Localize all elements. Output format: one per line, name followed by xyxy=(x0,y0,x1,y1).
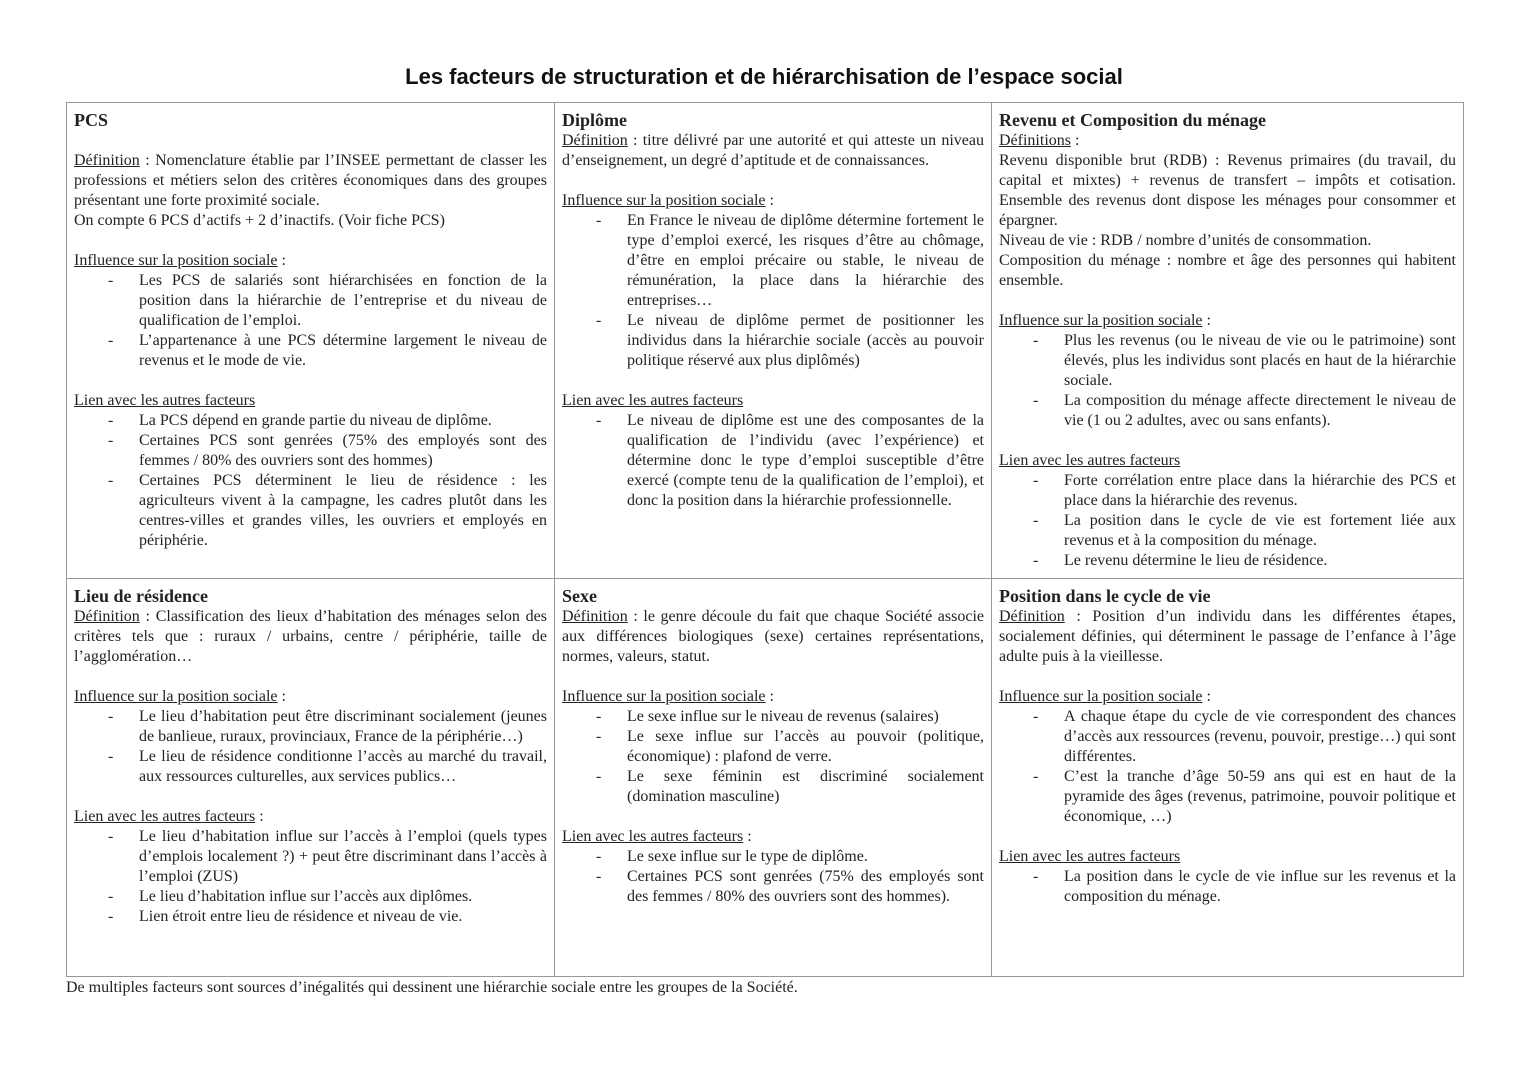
definition-label: Définition xyxy=(562,608,628,625)
definition-text: : le genre découle du fait que chaque Société associe aux différences biologiques (sexe) certaines représentations, normes, valeurs, statut. xyxy=(562,608,984,665)
influence-list xyxy=(999,331,1456,431)
influence-heading: Influence sur la position sociale : xyxy=(74,252,286,269)
influence-heading: Influence sur la position sociale : xyxy=(999,688,1211,705)
influence-list xyxy=(74,707,547,787)
list-item: - Le lieu d’habitation peut être discriminant socialement (jeunes de banlieue, ruraux, provinciaux, France de la périphérie…) xyxy=(74,707,547,747)
link-list xyxy=(74,411,547,551)
list-item: - Plus les revenus (ou le niveau de vie ou le patrimoine) sont élevés, plus les individus sont placés en haut de la hiérarchie sociale. xyxy=(999,331,1456,391)
influence-list xyxy=(562,211,984,371)
list-item: - A chaque étape du cycle de vie correspondent des chances d’accès aux ressources (revenu, pouvoir, prestige…) qui sont différentes. xyxy=(999,707,1456,767)
definition-label: Définitions xyxy=(999,132,1071,149)
influence-list xyxy=(74,271,547,371)
cell-heading: Lieu de résidence xyxy=(74,586,208,606)
influence-heading: Influence sur la position sociale : xyxy=(562,688,774,705)
definition-extra: On compte 6 PCS d’actifs + 2 d’inactifs. (Voir fiche PCS) xyxy=(74,212,445,229)
definition-text: : Nomenclature établie par l’INSEE permettant de classer les professions et métiers selon des critères économiques dans des groupes présentant une forte proximité sociale. xyxy=(74,152,547,209)
list-item: - Le lieu d’habitation influe sur l’accès à l’emploi (quels types d’emplois localement ?) + peut être discriminant dans l’accès à l’emploi (ZUS) xyxy=(74,827,547,887)
list-item: - C’est la tranche d’âge 50-59 ans qui est en haut de la pyramide des âges (revenus, patrimoine, pouvoir politique et économique, …) xyxy=(999,767,1456,827)
definition xyxy=(999,607,1456,667)
definition-label: Définition xyxy=(999,608,1065,625)
definition-text: : xyxy=(1071,132,1080,149)
cell-heading: Position dans le cycle de vie xyxy=(999,586,1211,606)
cell-revenu xyxy=(992,103,1464,579)
list-item: - Forte corrélation entre place dans la hiérarchie des PCS et place dans la hiérarchie des revenus. xyxy=(999,471,1456,511)
list-item: - Le sexe influe sur le niveau de revenus (salaires) xyxy=(562,707,984,727)
definition xyxy=(74,607,547,667)
list-item: - Le lieu d’habitation influe sur l’accès aux diplômes. xyxy=(74,887,547,907)
list-item: - La PCS dépend en grande partie du niveau de diplôme. xyxy=(74,411,547,431)
cell-diplome xyxy=(555,103,992,579)
definition xyxy=(999,131,1456,151)
link-heading: Lien avec les autres facteurs : xyxy=(562,828,752,845)
factors-table xyxy=(66,102,1464,977)
cell-sexe xyxy=(555,579,992,977)
cell-heading: Revenu et Composition du ménage xyxy=(999,110,1267,130)
definition-label: Définition xyxy=(74,152,140,169)
influence-heading: Influence sur la position sociale : xyxy=(562,192,774,209)
link-list xyxy=(999,471,1456,571)
list-item: - Le sexe influe sur l’accès au pouvoir (politique, économique) : plafond de verre. xyxy=(562,727,984,767)
list-item: - Le sexe influe sur le type de diplôme. xyxy=(562,847,984,867)
list-item: - La position dans le cycle de vie influe sur les revenus et la composition du ménage. xyxy=(999,867,1456,907)
definition xyxy=(562,131,984,171)
definition-line: Revenu disponible brut (RDB) : Revenus primaires (du travail, du capital et mixtes) + revenus de transfert – impôts et cotisation. Ensemble des revenus dont dispose les ménages pour consommer et épargner. xyxy=(999,152,1456,229)
definition xyxy=(74,151,547,211)
influence-heading: Influence sur la position sociale : xyxy=(74,688,286,705)
link-heading: Lien avec les autres facteurs : xyxy=(74,808,264,825)
cell-pcs xyxy=(67,103,555,579)
list-item: - L’appartenance à une PCS détermine largement le niveau de revenus et le mode de vie. xyxy=(74,331,547,371)
link-heading: Lien avec les autres facteurs xyxy=(562,392,744,409)
link-list xyxy=(562,411,984,511)
list-item: - Certaines PCS déterminent le lieu de résidence : les agriculteurs vivent à la campagne, les cadres plutôt dans les centres-villes et grandes villes, les ouvriers et employés en périphérie. xyxy=(74,471,547,551)
list-item: - Le revenu détermine le lieu de résidence. xyxy=(999,551,1456,571)
link-list xyxy=(999,867,1456,907)
list-item: - Le niveau de diplôme est une des composantes de la qualification de l’individu (avec l’expérience) et détermine donc le type d’emploi susceptible d’être exercé (compte tenu de la qualification de l’emploi), et donc la position dans la hiérarchie professionnelle. xyxy=(562,411,984,511)
link-list xyxy=(74,827,547,927)
influence-list xyxy=(999,707,1456,827)
list-item: - En France le niveau de diplôme détermine fortement le type d’emploi exercé, les risques d’être au chômage, d’être en emploi précaire ou stable, le niveau de rémunération, la place dans la hiérarchie des entreprises… xyxy=(562,211,984,311)
definition-line: Composition du ménage : nombre et âge des personnes qui habitent ensemble. xyxy=(999,252,1456,289)
cell-heading: Diplôme xyxy=(562,110,627,130)
table-row xyxy=(67,103,1464,579)
link-heading: Lien avec les autres facteurs xyxy=(74,392,256,409)
table-row xyxy=(67,579,1464,977)
cell-cycle-de-vie xyxy=(992,579,1464,977)
definition-text: : Position d’un individu dans les différentes étapes, socialement définies, qui déterminent le passage de l’enfance à l’âge adulte puis à la vieillesse. xyxy=(999,608,1456,665)
list-item: - Le lieu de résidence conditionne l’accès au marché du travail, aux ressources culturelles, aux services publics… xyxy=(74,747,547,787)
definition-text: : Classification des lieux d’habitation des ménages selon des critères tels que : ruraux / urbains, centre / périphérie, taille de l’agglomération… xyxy=(74,608,547,665)
influence-list xyxy=(562,707,984,807)
cell-heading: PCS xyxy=(74,110,109,130)
definition-text: : titre délivré par une autorité et qui atteste un niveau d’enseignement, un degré d’aptitude et de connaissances. xyxy=(562,132,984,169)
definition xyxy=(562,607,984,667)
list-item: - La composition du ménage affecte directement le niveau de vie (1 ou 2 adultes, avec ou sans enfants). xyxy=(999,391,1456,431)
list-item: - Certaines PCS sont genrées (75% des employés sont des femmes / 80% des ouvriers sont des hommes). xyxy=(562,867,984,907)
definition-line: Niveau de vie : RDB / nombre d’unités de consommation. xyxy=(999,232,1372,249)
list-item: - La position dans le cycle de vie est fortement liée aux revenus et à la composition du ménage. xyxy=(999,511,1456,551)
list-item: - Les PCS de salariés sont hiérarchisées en fonction de la position dans la hiérarchie de l’entreprise et du niveau de qualification de l’emploi. xyxy=(74,271,547,331)
link-list xyxy=(562,847,984,907)
influence-heading: Influence sur la position sociale : xyxy=(999,312,1211,329)
list-item: - Certaines PCS sont genrées (75% des employés sont des femmes / 80% des ouvriers sont des hommes) xyxy=(74,431,547,471)
definition-label: Définition xyxy=(562,132,628,149)
list-item: - Le niveau de diplôme permet de positionner les individus dans la hiérarchie sociale (accès au pouvoir politique réservé aux plus diplômés) xyxy=(562,311,984,371)
link-heading: Lien avec les autres facteurs xyxy=(999,452,1181,469)
link-heading: Lien avec les autres facteurs xyxy=(999,848,1181,865)
list-item: - Le sexe féminin est discriminé socialement (domination masculine) xyxy=(562,767,984,807)
definition-label: Définition xyxy=(74,608,140,625)
cell-lieu-de-residence xyxy=(67,579,555,977)
list-item: - Lien étroit entre lieu de résidence et niveau de vie. xyxy=(74,907,547,927)
page-title: Les facteurs de structuration et de hiérarchisation de l’espace social xyxy=(405,64,1123,89)
cell-heading: Sexe xyxy=(562,586,597,606)
footer-note: De multiples facteurs sont sources d’inégalités qui dessinent une hiérarchie sociale entre les groupes de la Société. xyxy=(66,979,798,996)
